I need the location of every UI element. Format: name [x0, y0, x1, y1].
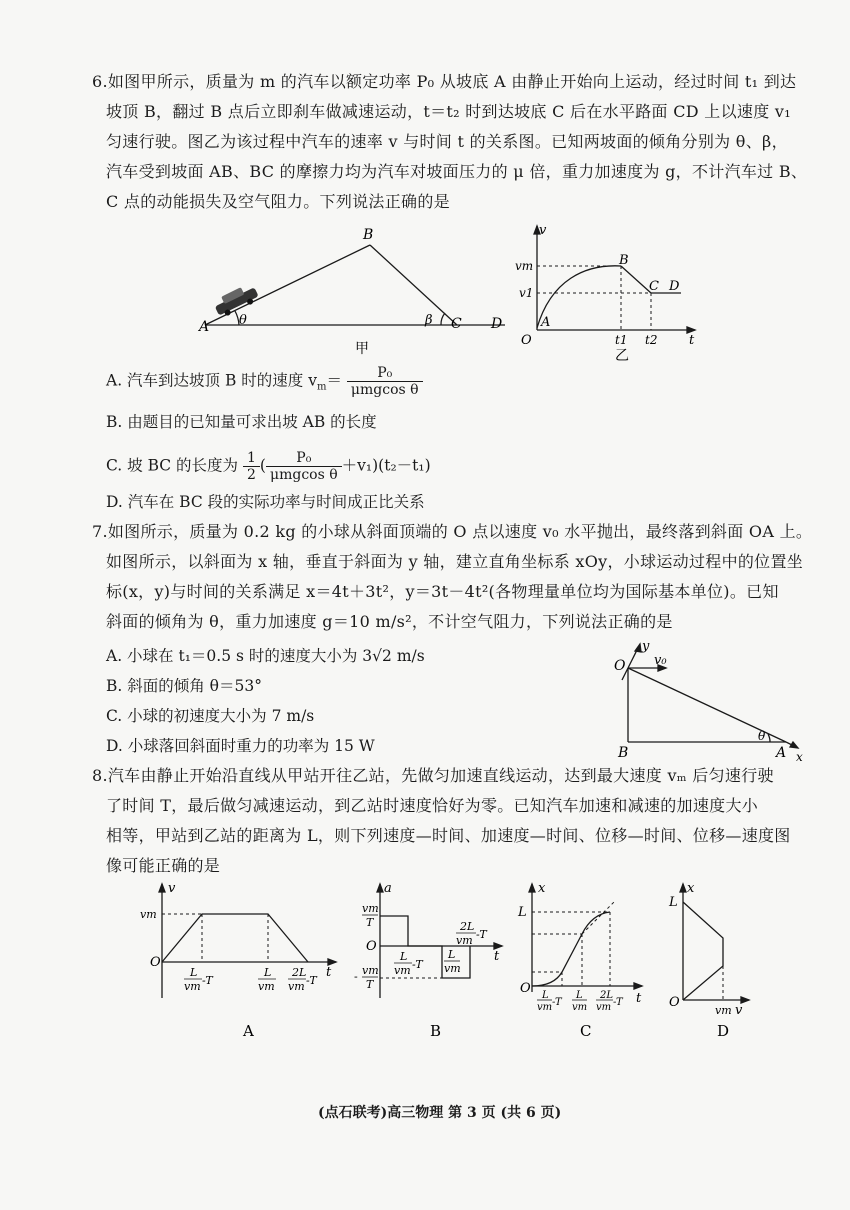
svg-text:t: t: [689, 333, 695, 348]
svg-text:vm: vm: [184, 980, 201, 993]
q7-line-4: 斜面的倾角为 θ，重力加速度 g＝10 m/s²，不计空气阻力，下列说法正确的是: [106, 612, 673, 631]
q6-line-1: 6.如图甲所示，质量为 m 的汽车以额定功率 P₀ 从坡底 A 由静止开始向上运动，经过时间 t₁ 到达: [92, 72, 797, 91]
label-A: A: [199, 319, 210, 335]
svg-text:x: x: [687, 881, 695, 896]
q7-option-d: D. 小球落回斜面时重力的功率为 15 W: [106, 737, 375, 755]
svg-text:vm: vm: [537, 1002, 553, 1013]
q8-line-3: 相等，甲站到乙站的距离为 L，则下列速度—时间、加速度—时间、位移—时间、位移—速度图: [106, 826, 791, 845]
q7-option-c: C. 小球的初速度大小为 7 m/s: [106, 707, 315, 725]
svg-text:L: L: [400, 950, 408, 963]
svg-text:D: D: [669, 279, 680, 294]
label-D: D: [491, 316, 503, 332]
svg-text:B: B: [430, 1022, 442, 1040]
svg-text:2L: 2L: [292, 966, 307, 979]
q8-graph-d: [665, 880, 775, 1045]
svg-text:O: O: [669, 995, 680, 1010]
svg-text:-T: -T: [613, 997, 623, 1008]
svg-text:D: D: [717, 1022, 730, 1040]
svg-text:O: O: [614, 658, 626, 674]
svg-text:C: C: [649, 279, 659, 294]
svg-text:-T: -T: [476, 928, 487, 941]
svg-text:x: x: [538, 881, 546, 896]
q6-line-2: 坡顶 B，翻过 B 点后立即刹车做减速运动，t＝t₂ 时到达坡底 C 后在水平路面 CD 上以速度 v₁: [106, 102, 791, 121]
svg-text:-T: -T: [306, 974, 317, 987]
svg-text:y: y: [642, 640, 650, 654]
svg-text:θ: θ: [758, 729, 766, 743]
svg-text:t2: t2: [645, 333, 658, 347]
q6-figure-jia: [195, 225, 515, 360]
q6-figure-yi: [515, 220, 715, 368]
q6-option-d: D. 汽车在 BC 段的实际功率与时间成正比关系: [106, 493, 425, 511]
q8-line-2: 了时间 T，最后做匀减速运动，到乙站时速度恰好为零。已知汽车加速和减速的加速度大小: [106, 796, 759, 815]
svg-text:v₀: v₀: [654, 653, 667, 668]
svg-text:vm: vm: [258, 980, 275, 993]
svg-text:vm: vm: [140, 908, 157, 921]
svg-text:A: A: [776, 745, 787, 761]
svg-text:A: A: [243, 1022, 254, 1040]
q6-option-c: C. 坡 BC 的长度为 $\frac{1}{2}$ ( $\frac{\text{P₀}}{\text{μmgcos θ}}$ ＋v₁)(t₂－t₁): [106, 450, 431, 483]
svg-text:vm: vm: [362, 902, 379, 915]
q8-line-4: 像可能正确的是: [106, 856, 221, 875]
svg-text:B: B: [619, 253, 629, 268]
label-beta: β: [425, 313, 433, 328]
svg-text:vm: vm: [444, 962, 461, 975]
q6-line-3: 匀速行驶。图乙为该过程中汽车的速率 v 与时间 t 的关系图。已知两坡面的倾角分别为 θ、β，: [106, 132, 788, 151]
svg-text:A: A: [541, 315, 551, 330]
svg-text:乙: 乙: [615, 348, 629, 364]
q7-line-1: 7.如图所示，质量为 0.2 kg 的小球从斜面顶端的 O 点以速度 v₀ 水平抛出，最终落到斜面 OA 上。: [92, 522, 813, 541]
svg-text:L: L: [576, 990, 583, 1001]
svg-text:a: a: [384, 881, 392, 896]
svg-text:vm: vm: [515, 259, 534, 273]
svg-text:v1: v1: [519, 286, 534, 300]
svg-text:vm: vm: [715, 1004, 732, 1017]
label-B: B: [363, 227, 374, 243]
svg-text:T: T: [366, 978, 374, 991]
q6-option-a: A. 汽车到达坡顶 B 时的速度 $v_m=$ $\frac{\text{P₀}}{\text{μmgcos θ}}$: [106, 365, 423, 398]
svg-text:T: T: [366, 916, 374, 929]
svg-text:vm: vm: [456, 934, 473, 947]
svg-text:x: x: [796, 750, 803, 764]
q8-graph-b: [350, 880, 510, 1045]
svg-text:vm: vm: [572, 1002, 588, 1013]
svg-text:L: L: [669, 895, 678, 910]
q8-graph-a: [140, 880, 340, 1045]
caption-jia: 甲: [355, 341, 369, 357]
q7-line-3: 标(x，y)与时间的关系满足 x＝4t＋3t²，y＝3t－4t²(各物理量单位均为国际基本单位)。已知: [106, 582, 779, 601]
svg-text:2L: 2L: [460, 920, 475, 933]
svg-text:t: t: [636, 991, 642, 1006]
svg-text:-T: -T: [552, 997, 562, 1008]
svg-text:-T: -T: [202, 974, 213, 987]
q8-line-1: 8.汽车由静止开始沿直线从甲站开往乙站，先做匀加速直线运动，达到最大速度 vₘ 后匀速行驶: [92, 766, 774, 785]
svg-text:vm: vm: [288, 980, 305, 993]
svg-text:vm: vm: [394, 964, 411, 977]
svg-text:L: L: [190, 966, 198, 979]
q7-option-b: B. 斜面的倾角 θ＝53°: [106, 677, 262, 695]
svg-text:v: v: [539, 223, 547, 238]
svg-text:B: B: [618, 745, 629, 761]
svg-text:O: O: [366, 939, 377, 954]
svg-text:L: L: [264, 966, 272, 979]
svg-text:v: v: [735, 1003, 743, 1018]
q6-option-b: B. 由题目的已知量可求出坡 AB 的长度: [106, 413, 377, 431]
q7-line-2: 如图所示，以斜面为 x 轴，垂直于斜面为 y 轴，建立直角坐标系 xOy，小球运动过程中的位置坐: [106, 552, 804, 571]
svg-text:2L: 2L: [600, 990, 614, 1001]
label-theta: θ: [239, 313, 247, 328]
q6-line-4: 汽车受到坡面 AB、BC 的摩擦力均为汽车对坡面压力的 μ 倍，重力加速度为 g，不计汽车过 B、: [106, 162, 808, 181]
svg-text:-: -: [354, 970, 358, 983]
svg-text:L: L: [542, 990, 549, 1001]
svg-text:t: t: [326, 965, 332, 980]
q7-option-a: A. 小球在 t₁＝0.5 s 时的速度大小为 3√2 m/s: [106, 647, 425, 665]
q6-line-5: C 点的动能损失及空气阻力。下列说法正确的是: [106, 192, 450, 211]
svg-text:t1: t1: [615, 333, 628, 347]
svg-text:vm: vm: [596, 1002, 612, 1013]
svg-text:L: L: [518, 905, 527, 920]
svg-text:t: t: [494, 949, 500, 964]
svg-text:-T: -T: [412, 958, 423, 971]
q8-graph-c: [510, 880, 660, 1045]
q7-figure: [610, 640, 810, 765]
label-C: C: [451, 316, 462, 332]
svg-text:O: O: [150, 955, 161, 970]
page-footer: (点石联考)高三物理 第 3 页 (共 6 页): [318, 1105, 562, 1121]
svg-text:O: O: [521, 333, 532, 348]
svg-text:vm: vm: [362, 964, 379, 977]
svg-text:v: v: [168, 881, 176, 896]
svg-text:O: O: [520, 981, 531, 996]
svg-text:C: C: [580, 1022, 592, 1040]
svg-text:L: L: [448, 948, 456, 961]
